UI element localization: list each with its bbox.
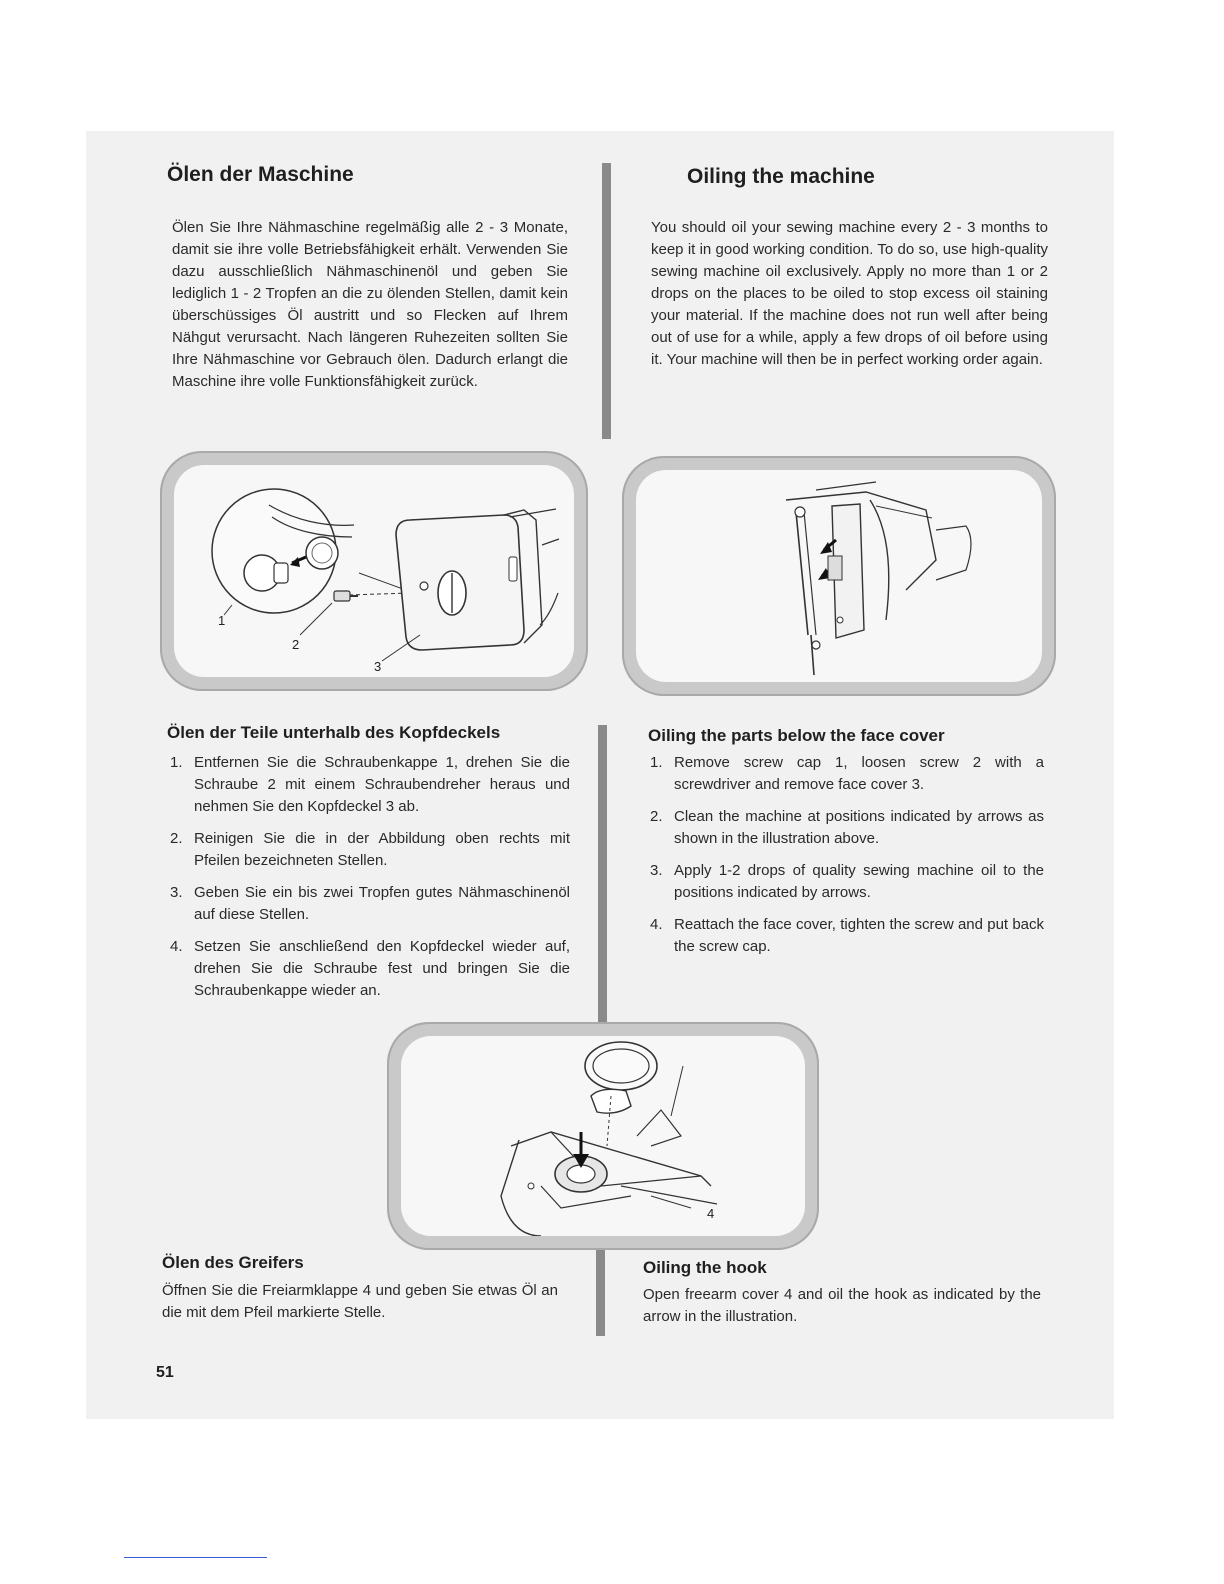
right-section2-title: Oiling the parts below the face cover: [648, 726, 945, 745]
page-number: 51: [156, 1364, 174, 1381]
left-steps-list: [166, 752, 570, 1012]
left-section3-title: Ölen des Greifers: [162, 1253, 304, 1272]
hook-drawing: [401, 1036, 805, 1236]
column-divider-middle: [598, 725, 607, 1025]
left-title: Ölen der Maschine: [167, 163, 354, 186]
column-divider-top: [602, 163, 611, 439]
step-number: 2.: [170, 830, 183, 847]
left-intro: Ölen Sie Ihre Nähmaschine regelmäßig alle 2 - 3 Monate, damit sie ihre volle Betriebsfähigkeit erhält. Verwenden Sie dazu ausschließlich Nähmaschinenöl und geben Sie lediglich 1 - 2 Tropfen an die zu ölenden Stellen, damit kein überschüssiges Öl austritt und so Flecken auf Ihrem Nähgut verursacht. Nach längeren Ruhezeiten sollten Sie Ihre Nähmaschine vor Gebrauch ölen. Dadurch erlangt die Maschine ihre volle Funktionsfähigkeit zurück.: [172, 219, 568, 390]
figure-label-3: 3: [374, 659, 382, 674]
column-divider-bottom: [596, 1240, 605, 1336]
step-number: 4.: [170, 938, 183, 955]
step-text: Remove screw cap 1, loosen screw 2 with a screwdriver and remove face cover 3.: [674, 754, 1044, 793]
step-text: Setzen Sie anschließend den Kopfdeckel wieder auf, drehen Sie die Schraube fest und bringen Sie die Schraubenkappe wieder an.: [194, 938, 570, 999]
footnote-rule: [124, 1557, 267, 1558]
oiling-points-illustration: [622, 456, 1056, 696]
step-number: 2.: [650, 808, 663, 825]
right-section3-title: Oiling the hook: [643, 1258, 767, 1277]
step-number: 1.: [170, 754, 183, 771]
right-section3-text: Open freearm cover 4 and oil the hook as indicated by the arrow in the illustration.: [643, 1286, 1041, 1325]
step-text: Reattach the face cover, tighten the screw and put back the screw cap.: [674, 916, 1044, 955]
right-intro: You should oil your sewing machine every 2 - 3 months to keep it in good working condition. To do so, use high-quality sewing machine oil exclusively. Apply no more than 1 or 2 drops on the places to be oiled to stop excess oil staining your material. If the machine does not run well after being out of use for a while, apply a few drops of oil before using it. Your machine will then be in perfect working order again.: [651, 219, 1048, 368]
step-number: 3.: [650, 862, 663, 879]
right-step-4: [646, 914, 1044, 958]
left-section3-text: Öffnen Sie die Freiarmklappe 4 und geben Sie etwas Öl an die mit dem Pfeil markierte Stelle.: [162, 1282, 558, 1321]
step-number: 1.: [650, 754, 663, 771]
right-step-2: [646, 806, 1044, 850]
right-title: Oiling the machine: [687, 165, 875, 188]
figure-label-1: 1: [218, 613, 226, 628]
left-step-1: [166, 752, 570, 818]
step-number: 3.: [170, 884, 183, 901]
left-section2-title: Ölen der Teile unterhalb des Kopfdeckels: [167, 723, 501, 742]
right-step-3: [646, 860, 1044, 904]
right-step-1: [646, 752, 1044, 796]
face-cover-illustration: [160, 451, 588, 691]
step-text: Reinigen Sie die in der Abbildung oben rechts mit Pfeilen bezeichneten Stellen.: [194, 830, 570, 869]
screw-shape: [334, 591, 350, 601]
step-text: Apply 1-2 drops of quality sewing machine oil to the positions indicated by arrows.: [674, 862, 1044, 901]
step-number: 4.: [650, 916, 663, 933]
figure-label-4: 4: [707, 1206, 715, 1221]
figure-label-2: 2: [292, 637, 300, 652]
hook-illustration: [387, 1022, 819, 1250]
oiling-points-drawing: [636, 470, 1042, 682]
right-steps-list: [646, 752, 1044, 968]
face-cover-drawing: [174, 465, 574, 677]
left-step-3: [166, 882, 570, 926]
step-text: Geben Sie ein bis zwei Tropfen gutes Nähmaschinenöl auf diese Stellen.: [194, 884, 570, 923]
left-step-4: [166, 936, 570, 1002]
step-text: Clean the machine at positions indicated by arrows as shown in the illustration above.: [674, 808, 1044, 847]
left-step-2: [166, 828, 570, 872]
step-text: Entfernen Sie die Schraubenkappe 1, drehen Sie die Schraube 2 mit einem Schraubendreher heraus und nehmen Sie den Kopfdeckel 3 ab.: [194, 754, 570, 815]
